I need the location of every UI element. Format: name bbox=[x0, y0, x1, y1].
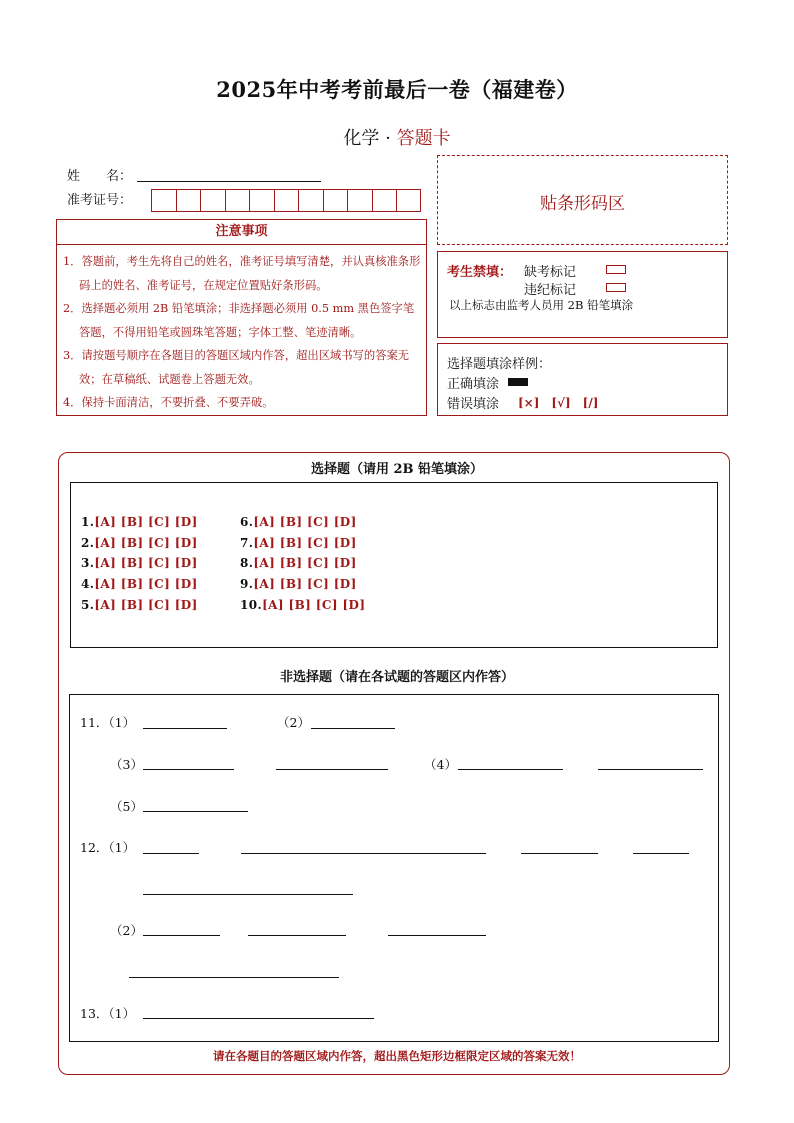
exam-id-box[interactable] bbox=[200, 189, 225, 212]
examiner-note: 以上标志由监考人员用 2B 铅笔填涂 bbox=[449, 298, 634, 312]
answer-blank[interactable] bbox=[143, 811, 248, 812]
footer-warning: 请在各题目的答题区域内作答，超出黑色矩形边框限定区域的答案无效！ bbox=[213, 1049, 581, 1063]
q11-part2-label: （2） bbox=[277, 715, 310, 730]
answer-blank[interactable] bbox=[276, 769, 388, 770]
mc-question-row[interactable]: 5.[A] [B] [C] [D] bbox=[81, 598, 198, 612]
exam-id-box[interactable] bbox=[274, 189, 299, 212]
answer-blank[interactable] bbox=[633, 853, 689, 854]
examiner-only-label: 考生禁填： bbox=[447, 265, 513, 280]
answer-blank[interactable] bbox=[598, 769, 703, 770]
correct-fill-label: 正确填涂 bbox=[447, 377, 500, 392]
mc-question-row[interactable]: 4.[A] [B] [C] [D] bbox=[81, 577, 198, 591]
exam-id-box[interactable] bbox=[151, 189, 176, 212]
absent-mark-box[interactable] bbox=[606, 262, 626, 277]
mc-question-row[interactable]: 2.[A] [B] [C] [D] bbox=[81, 536, 198, 550]
mc-question-row[interactable]: 1.[A] [B] [C] [D] bbox=[81, 515, 198, 529]
notice-item: 2．选择题必须用 2B 铅笔填涂；非选择题必须用 0.5 mm 黑色签字笔答题，不得用铅笔或圆珠笔答题；字体工整、笔迹清晰。 bbox=[63, 302, 415, 339]
fill-sample-panel bbox=[437, 343, 728, 416]
q11-part3-label: （3） bbox=[110, 757, 143, 772]
notice-panel bbox=[56, 219, 427, 416]
wrong-fill-label: 错误填涂 bbox=[447, 397, 500, 412]
answer-blank[interactable] bbox=[129, 977, 339, 978]
name-label: 姓 名： bbox=[67, 169, 133, 184]
answer-blank[interactable] bbox=[388, 935, 486, 936]
wrong-fill-samples: [×] [√] [/] bbox=[518, 396, 599, 410]
exam-id-box[interactable] bbox=[323, 189, 348, 212]
absent-mark-label: 缺考标记 bbox=[524, 265, 577, 280]
exam-id-box[interactable] bbox=[372, 189, 397, 212]
barcode-area bbox=[437, 155, 728, 245]
q11-part4-label: （4） bbox=[424, 757, 457, 772]
examiner-only-panel bbox=[437, 251, 728, 338]
answer-blank[interactable] bbox=[241, 853, 486, 854]
answer-blank[interactable] bbox=[311, 728, 395, 729]
mc-answer-box bbox=[70, 482, 718, 648]
exam-id-box[interactable] bbox=[396, 189, 421, 212]
answer-blank[interactable] bbox=[458, 769, 563, 770]
exam-id-boxes[interactable] bbox=[151, 189, 421, 212]
answer-blank[interactable] bbox=[143, 894, 353, 895]
exam-id-label: 准考证号： bbox=[67, 193, 133, 208]
notice-item: 1．答题前，考生先将自己的姓名，准考证号填写清楚，并认真核准条形码上的姓名、准考证号，在规定位置贴好条形码。 bbox=[63, 255, 421, 292]
page-title: 2025年中考考前最后一卷（福建卷） bbox=[216, 77, 578, 102]
q12-part2-label: （2） bbox=[110, 923, 143, 938]
answer-blank[interactable] bbox=[521, 853, 598, 854]
page-subtitle bbox=[0, 124, 794, 150]
mc-question-row[interactable]: 6.[A] [B] [C] [D] bbox=[240, 515, 357, 529]
q13-part1-label: 13．（1） bbox=[80, 1006, 136, 1021]
q11-part1-label: 11．（1） bbox=[80, 715, 136, 730]
violation-mark-label: 违纪标记 bbox=[524, 283, 577, 298]
mc-question-row[interactable]: 9.[A] [B] [C] [D] bbox=[240, 577, 357, 591]
barcode-label: 贴条形码区 bbox=[540, 194, 625, 214]
notice-title: 注意事项 bbox=[57, 220, 426, 245]
q11-part5-label: （5） bbox=[110, 799, 143, 814]
subject-label: 化学 · bbox=[343, 128, 397, 149]
fr-section-title: 非选择题（请在各试题的答题区内作答） bbox=[279, 670, 514, 685]
mc-question-row[interactable]: 10.[A] [B] [C] [D] bbox=[240, 598, 366, 612]
answer-blank[interactable] bbox=[143, 1018, 374, 1019]
exam-id-box[interactable] bbox=[249, 189, 274, 212]
notice-item: 4．保持卡面清洁，不要折叠、不要弄破。 bbox=[63, 396, 274, 409]
exam-id-box[interactable] bbox=[176, 189, 201, 212]
mc-question-row[interactable]: 7.[A] [B] [C] [D] bbox=[240, 536, 357, 550]
fill-sample-title: 选择题填涂样例： bbox=[447, 357, 552, 372]
mc-section-title: 选择题（请用 2B 铅笔填涂） bbox=[310, 462, 484, 477]
correct-fill-sample bbox=[508, 374, 528, 389]
answer-sheet-label: 答题卡 bbox=[396, 128, 451, 149]
answer-blank[interactable] bbox=[143, 769, 234, 770]
exam-id-box[interactable] bbox=[298, 189, 323, 212]
notice-item: 3．请按题号顺序在各题目的答题区域内作答，超出区域书写的答案无效；在草稿纸、试题卷上答题无效。 bbox=[63, 349, 410, 386]
notice-list bbox=[57, 245, 426, 415]
mc-question-row[interactable]: 3.[A] [B] [C] [D] bbox=[81, 556, 198, 570]
answer-blank[interactable] bbox=[143, 853, 199, 854]
exam-id-box[interactable] bbox=[347, 189, 372, 212]
exam-id-box[interactable] bbox=[225, 189, 250, 212]
answer-blank[interactable] bbox=[143, 728, 227, 729]
fr-answer-box bbox=[69, 694, 719, 1042]
name-field[interactable] bbox=[137, 181, 321, 182]
answer-blank[interactable] bbox=[248, 935, 346, 936]
mc-question-row[interactable]: 8.[A] [B] [C] [D] bbox=[240, 556, 357, 570]
q12-part1-label: 12．（1） bbox=[80, 840, 136, 855]
answer-blank[interactable] bbox=[143, 935, 220, 936]
violation-mark-box[interactable] bbox=[606, 280, 626, 295]
